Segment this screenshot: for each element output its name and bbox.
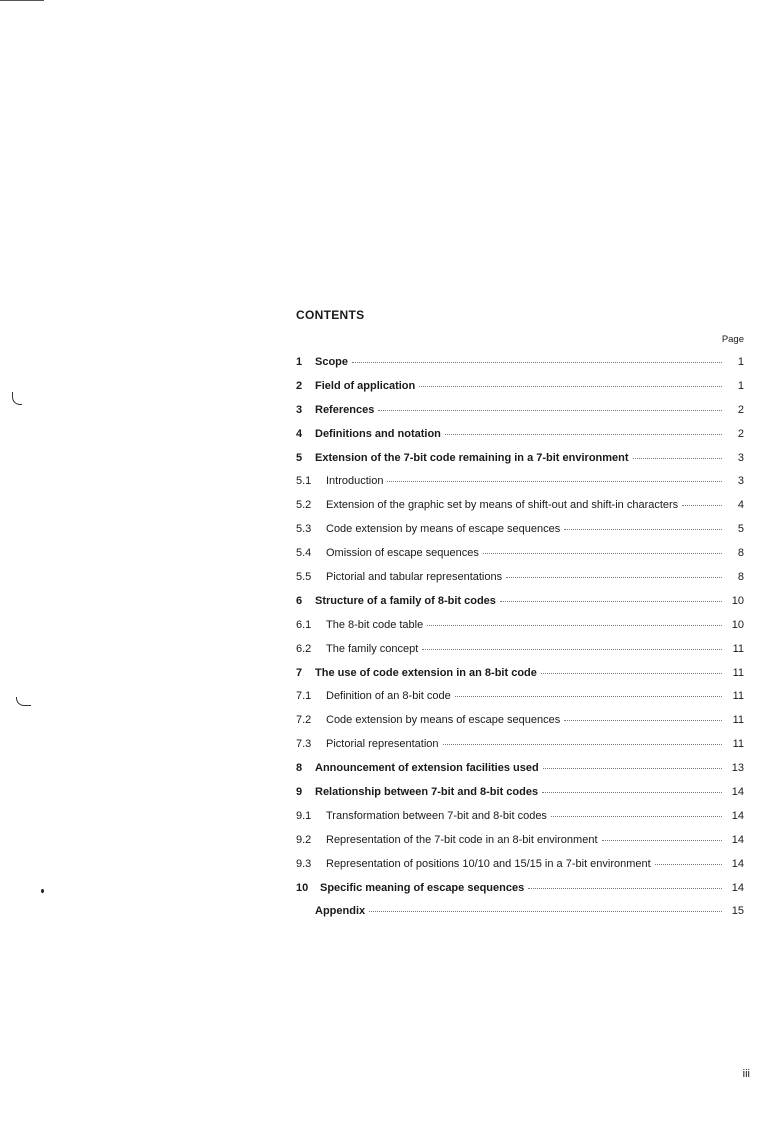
toc-entry[interactable]: [296, 401, 744, 425]
toc-list: [296, 353, 744, 926]
toc-entry-page: 13: [731, 762, 744, 775]
toc-dot-leader: [500, 590, 722, 602]
page-column-label: Page: [721, 334, 744, 345]
toc-entry-page: 3: [737, 451, 744, 464]
toc-entry[interactable]: [296, 759, 744, 783]
toc-entry-title: Specific meaning of escape sequences: [320, 881, 525, 894]
toc-entry-page: 11: [732, 666, 744, 679]
toc-dot-leader: [655, 853, 722, 865]
toc-entry[interactable]: [296, 520, 744, 544]
toc-entry-title: Representation of the 7-bit code in an 8-bit environment: [326, 833, 598, 846]
scan-mark: [16, 697, 31, 706]
toc-entry-page: 3: [737, 475, 744, 488]
toc-dot-leader: [682, 494, 722, 506]
footer-page-number: iii: [742, 1068, 750, 1080]
toc-entry-page: 2: [737, 427, 744, 440]
toc-dot-leader: [564, 709, 722, 721]
toc-entry-number: 4: [296, 427, 303, 440]
toc-entry-title: Omission of escape sequences: [326, 547, 479, 560]
toc-entry-number: 5.3: [296, 523, 312, 536]
toc-entry-title: Introduction: [326, 475, 384, 488]
top-edge-rule: [0, 0, 44, 1]
toc-dot-leader: [427, 614, 722, 626]
toc-dot-leader: [445, 423, 722, 435]
toc-entry-number: 10: [296, 881, 309, 894]
toc-entry-number: 9.2: [296, 833, 312, 846]
toc-entry-number: 6.1: [296, 618, 312, 631]
toc-entry-page: 5: [737, 523, 744, 536]
toc-entry-title: Announcement of extension facilities used: [315, 762, 539, 775]
toc-entry-page: 4: [737, 499, 744, 512]
toc-entry[interactable]: [296, 664, 744, 688]
toc-entry-page: 14: [731, 833, 744, 846]
toc-entry-page: 15: [731, 905, 744, 918]
toc-entry-number: 8: [296, 762, 303, 775]
toc-entry-number: 6.2: [296, 642, 312, 655]
toc-entry-number: 2: [296, 379, 303, 392]
toc-dot-leader: [541, 662, 722, 674]
toc-entry-page: 1: [737, 379, 744, 392]
toc-dot-leader: [633, 447, 722, 459]
toc-entry-page: 1: [737, 356, 744, 368]
toc-entry-number: 3: [296, 403, 303, 416]
toc-entry-page: 10: [731, 618, 744, 631]
toc-dot-leader: [369, 900, 722, 912]
toc-entry-number: 1: [296, 356, 303, 368]
toc-entry-number: 9: [296, 786, 303, 799]
toc-entry-title: Definitions and notation: [315, 427, 441, 440]
toc-dot-leader: [564, 518, 722, 530]
toc-entry-page: 11: [732, 738, 744, 751]
toc-entry[interactable]: [296, 855, 744, 879]
toc-dot-leader: [387, 470, 722, 482]
toc-entry[interactable]: [296, 592, 744, 616]
toc-entry[interactable]: [296, 449, 744, 473]
toc-entry-page: 2: [737, 403, 744, 416]
toc-entry[interactable]: [296, 711, 744, 735]
toc-entry-page: 10: [731, 594, 744, 607]
toc-entry-title: Appendix: [315, 905, 366, 918]
toc-entry-page: 8: [737, 571, 744, 584]
toc-entry-number: 7.2: [296, 714, 312, 727]
scan-mark: [12, 392, 22, 405]
toc-entry-number: 5.2: [296, 499, 312, 512]
toc-entry-title: Definition of an 8-bit code: [326, 690, 451, 703]
toc-entry-title: References: [315, 403, 375, 416]
toc-dot-leader: [551, 805, 722, 817]
toc-entry-number: 9.1: [296, 809, 312, 822]
toc-entry[interactable]: [296, 568, 744, 592]
toc-entry-number: 7.3: [296, 738, 312, 751]
toc-dot-leader: [542, 781, 722, 793]
toc-entry[interactable]: [296, 425, 744, 449]
contents-block: [296, 308, 748, 918]
toc-dot-leader: [378, 399, 722, 411]
toc-entry[interactable]: [296, 472, 744, 496]
toc-entry-page: 11: [732, 714, 744, 727]
toc-entry[interactable]: [296, 783, 744, 807]
toc-entry-title: Field of application: [315, 379, 416, 392]
toc-entry-page: 8: [737, 547, 744, 560]
toc-dot-leader: [543, 757, 722, 769]
toc-entry-number: 5.5: [296, 571, 312, 584]
toc-entry[interactable]: [296, 377, 744, 401]
toc-entry[interactable]: [296, 735, 744, 759]
toc-entry-page: 14: [731, 786, 744, 799]
toc-dot-leader: [602, 829, 723, 841]
toc-entry-title: Representation of positions 10/10 and 15/15 in a 7-bit environment: [326, 857, 651, 870]
toc-entry-title: Code extension by means of escape sequences: [326, 714, 561, 727]
scan-mark: [41, 889, 44, 893]
toc-dot-leader: [352, 351, 722, 363]
toc-entry[interactable]: [296, 687, 744, 711]
toc-entry-title: Extension of the 7-bit code remaining in a 7-bit environment: [315, 451, 629, 464]
toc-entry-title: Scope: [315, 356, 349, 368]
toc-entry[interactable]: [296, 902, 744, 926]
toc-entry[interactable]: [296, 879, 744, 903]
toc-entry-title: Code extension by means of escape sequences: [326, 523, 561, 536]
toc-entry[interactable]: [296, 353, 744, 377]
toc-entry-number: 5.1: [296, 475, 312, 488]
toc-entry-title: The 8-bit code table: [326, 618, 424, 631]
toc-entry-title: Structure of a family of 8-bit codes: [315, 594, 496, 607]
toc-entry-page: 14: [731, 857, 744, 870]
toc-entry[interactable]: [296, 616, 744, 640]
toc-entry[interactable]: [296, 496, 744, 520]
toc-dot-leader: [528, 877, 722, 889]
toc-entry-number: 9.3: [296, 857, 312, 870]
toc-dot-leader: [506, 566, 722, 578]
toc-entry-number: 7: [296, 666, 303, 679]
toc-entry-page: 14: [731, 881, 744, 894]
toc-entry-title: Extension of the graphic set by means of shift-out and shift-in characters: [326, 499, 679, 512]
toc-entry-page: 14: [731, 809, 744, 822]
toc-entry-title: Pictorial and tabular representations: [326, 571, 503, 584]
toc-dot-leader: [443, 733, 722, 745]
toc-entry-number: 5: [296, 451, 303, 464]
toc-entry[interactable]: [296, 544, 744, 568]
toc-entry-page: 11: [732, 690, 744, 703]
toc-entry[interactable]: [296, 831, 744, 855]
toc-entry-title: Transformation between 7-bit and 8-bit codes: [326, 809, 547, 822]
toc-dot-leader: [422, 638, 722, 650]
toc-dot-leader: [483, 542, 722, 554]
toc-entry-number: 7.1: [296, 690, 312, 703]
toc-dot-leader: [455, 685, 722, 697]
toc-entry-number: 5.4: [296, 547, 312, 560]
toc-entry-title: The family concept: [326, 642, 419, 655]
toc-entry-title: The use of code extension in an 8-bit code: [315, 666, 537, 679]
contents-heading: CONTENTS: [296, 308, 365, 322]
toc-entry-title: Pictorial representation: [326, 738, 439, 751]
toc-dot-leader: [419, 375, 722, 387]
toc-entry[interactable]: [296, 807, 744, 831]
toc-entry[interactable]: [296, 640, 744, 664]
toc-entry-page: 11: [732, 642, 744, 655]
toc-entry-title: Relationship between 7-bit and 8-bit codes: [315, 786, 539, 799]
toc-entry-number: 6: [296, 594, 303, 607]
